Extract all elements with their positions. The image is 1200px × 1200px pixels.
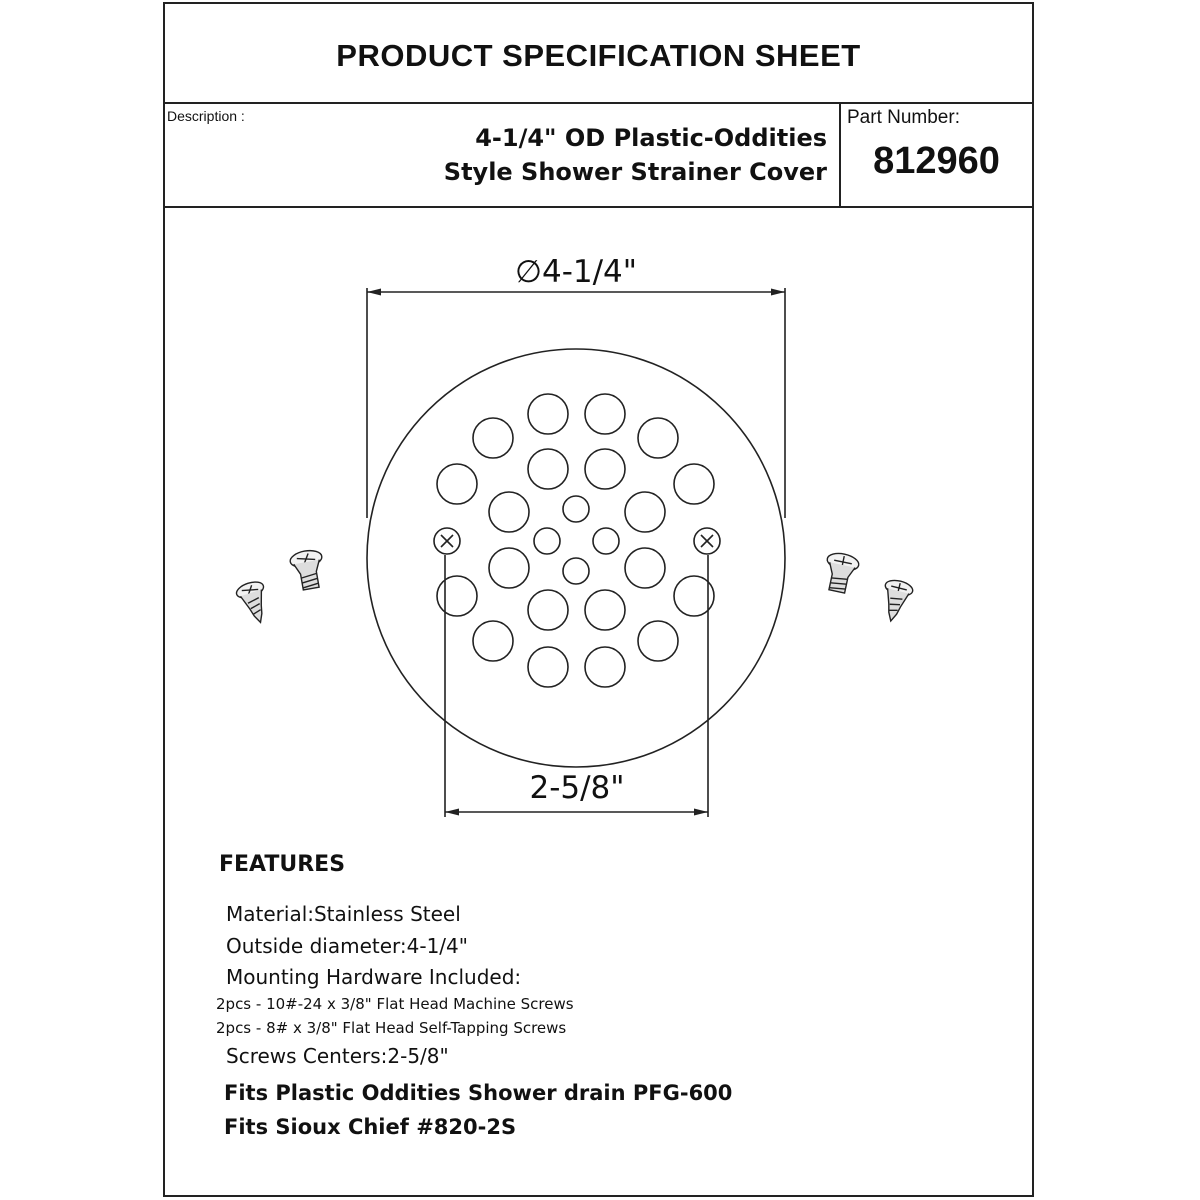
drain-hole <box>437 576 477 616</box>
sheet-title: PRODUCT SPECIFICATION SHEET <box>336 38 861 73</box>
drain-hole <box>489 492 529 532</box>
drain-hole <box>528 394 568 434</box>
outer-diameter-label: ∅4-1/4" <box>514 254 638 290</box>
arrowhead <box>694 809 708 816</box>
drain-hole-pattern <box>437 394 714 687</box>
drain-hole <box>473 621 513 661</box>
drain-hole-small <box>593 528 619 554</box>
feature-screw-centers: Screws Centers:2-5/8" <box>226 1044 449 1068</box>
arrowhead <box>367 289 381 296</box>
drain-hole <box>473 418 513 458</box>
feature-material: Material:Stainless Steel <box>226 902 461 926</box>
drain-hole <box>528 647 568 687</box>
drain-hole <box>585 590 625 630</box>
drain-hole <box>585 449 625 489</box>
part-number-label: Part Number: <box>847 107 960 128</box>
feature-hardware-item: 2pcs - 10#-24 x 3/8" Flat Head Machine Screws <box>216 995 574 1013</box>
drain-hole <box>585 394 625 434</box>
drain-hole-small <box>563 558 589 584</box>
arrowhead <box>771 289 785 296</box>
feature-outside-diameter: Outside diameter:4-1/4" <box>226 934 468 958</box>
drain-hole-small <box>534 528 560 554</box>
description-line-1: 4-1/4" OD Plastic-Oddities <box>475 124 827 152</box>
drain-hole <box>638 621 678 661</box>
drain-hole <box>489 548 529 588</box>
self-tapping-screw-icon <box>235 579 274 627</box>
machine-screw-icon <box>289 548 327 591</box>
screw-center-label: 2-5/8" <box>529 770 625 806</box>
drain-hole <box>437 464 477 504</box>
self-tapping-screw-icon <box>877 578 914 625</box>
drain-hole-small <box>563 496 589 522</box>
drain-hole <box>625 548 665 588</box>
arrowhead <box>445 809 459 816</box>
description-label: Description : <box>167 108 245 124</box>
drain-hole <box>674 464 714 504</box>
drain-hole <box>585 647 625 687</box>
drain-hole <box>625 492 665 532</box>
drain-hole <box>528 590 568 630</box>
features-heading: FEATURES <box>219 852 346 877</box>
machine-screw-icon <box>821 551 860 595</box>
feature-hardware-item: 2pcs - 8# x 3/8" Flat Head Self-Tapping Screws <box>216 1019 567 1037</box>
description-line-2: Style Shower Strainer Cover <box>443 158 827 186</box>
drain-hole <box>638 418 678 458</box>
drain-hole <box>528 449 568 489</box>
part-number: 812960 <box>873 140 1000 182</box>
screw-mounting-hole-right <box>694 528 720 554</box>
feature-hardware-heading: Mounting Hardware Included: <box>226 965 522 989</box>
screw-mounting-hole-left <box>434 528 460 554</box>
feature-fits-drain: Fits Plastic Oddities Shower drain PFG-600 <box>224 1081 733 1105</box>
feature-fits-sioux-chief: Fits Sioux Chief #820-2S <box>224 1115 517 1139</box>
